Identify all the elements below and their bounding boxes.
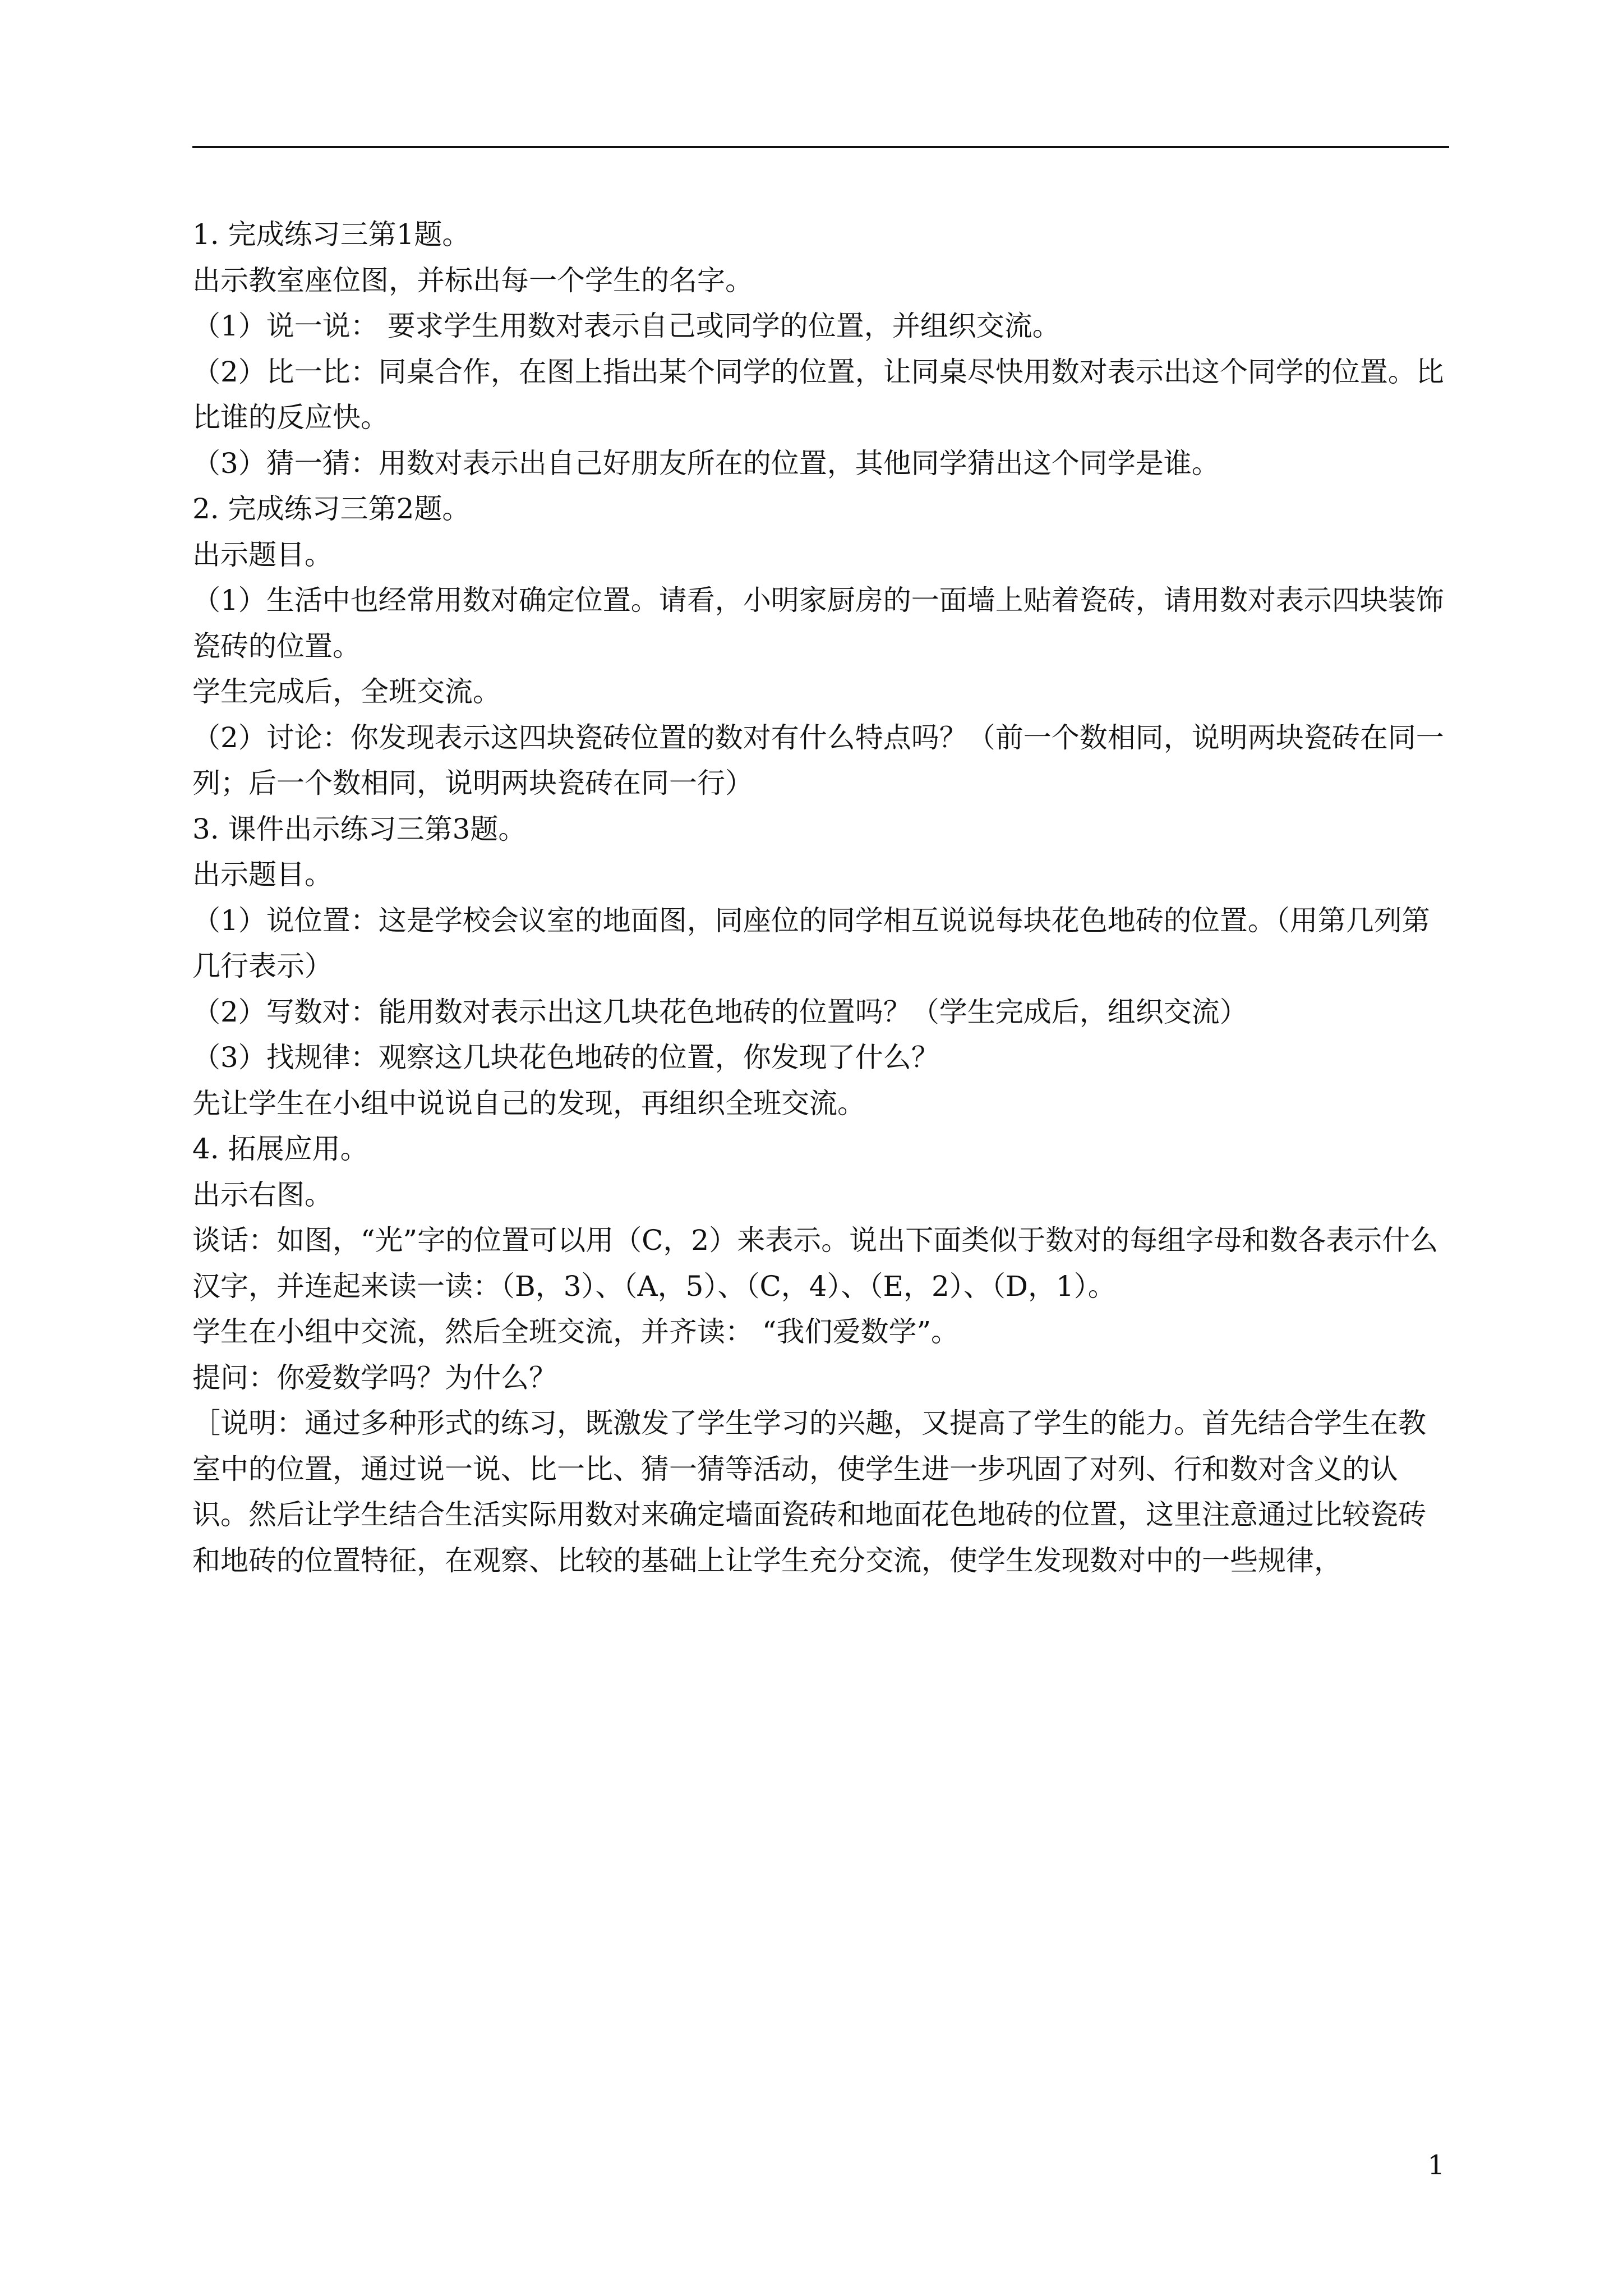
document-body: [192, 212, 1449, 1584]
paragraph: 出示右图。: [192, 1178, 333, 1211]
paragraph: 出示题目。: [192, 858, 333, 891]
paragraph: 学生在小组中交流，然后全班交流，并齐读： “我们爱数学”。: [192, 1315, 960, 1348]
paragraph: （3）找规律：观察这几块花色地砖的位置，你发现了什么？: [192, 1041, 939, 1074]
paragraph: （1）生活中也经常用数对确定位置。请看，小明家厨房的一面墙上贴着瓷砖，请用数对表示四块装饰瓷砖的位置。: [192, 584, 1444, 662]
paragraph: 先让学生在小组中说说自己的发现，再组织全班交流。: [192, 1087, 865, 1120]
paragraph: ［说明：通过多种形式的练习，既激发了学生学习的兴趣，又提高了学生的能力。首先结合学生在教室中的位置，通过说一说、比一比、猜一猜等活动，使学生进一步巩固了对列、行和数对含义的认识。然后让学生结合生活实际用数对来确定墙面瓷砖和地面花色地砖的位置，这里注意通过比较瓷砖和地砖的位置特征，在观察、比较的基础上让学生充分交流，使学生发现数对中的一些规律，: [192, 1407, 1426, 1577]
paragraph: （1）说位置：这是学校会议室的地面图，同座位的同学相互说说每块花色地砖的位置。（用第几列第几行表示）: [192, 904, 1430, 982]
paragraph: 出示题目。: [192, 538, 333, 571]
paragraph: （3）猜一猜：用数对表示出自己好朋友所在的位置，其他同学猜出这个同学是谁。: [192, 447, 1220, 480]
paragraph: 学生完成后，全班交流。: [192, 675, 501, 708]
paragraph: 3. 课件出示练习三第3题。: [192, 812, 527, 845]
paragraph: 1. 完成练习三第1题。: [192, 218, 471, 251]
paragraph: （2）写数对：能用数对表示出这几块花色地砖的位置吗？（学生完成后，组织交流）: [192, 995, 1248, 1028]
paragraph: （2）比一比：同桌合作，在图上指出某个同学的位置，让同桌尽快用数对表示出这个同学的位置。比比谁的反应快。: [192, 355, 1444, 434]
paragraph: （1）说一说： 要求学生用数对表示自己或同学的位置，并组织交流。: [192, 310, 1061, 342]
page-number: 1: [1427, 2150, 1445, 2181]
paragraph: 2. 完成练习三第2题。: [192, 493, 471, 525]
paragraph: 4. 拓展应用。: [192, 1133, 368, 1165]
paragraph: 出示教室座位图，并标出每一个学生的名字。: [192, 264, 753, 297]
header-rule: [192, 146, 1449, 148]
paragraph: （2）讨论：你发现表示这四块瓷砖位置的数对有什么特点吗？（前一个数相同，说明两块瓷砖在同一列；后一个数相同，说明两块瓷砖在同一行）: [192, 721, 1444, 799]
paragraph: 谈话：如图，“光”字的位置可以用（C，2）来表示。说出下面类似于数对的每组字母和数各表示什么汉字，并连起来读一读：（B，3）、（A，5）、（C，4）、（E，2）、（D，1）。: [192, 1224, 1438, 1303]
paragraph: 提问：你爱数学吗？为什么？: [192, 1361, 557, 1394]
